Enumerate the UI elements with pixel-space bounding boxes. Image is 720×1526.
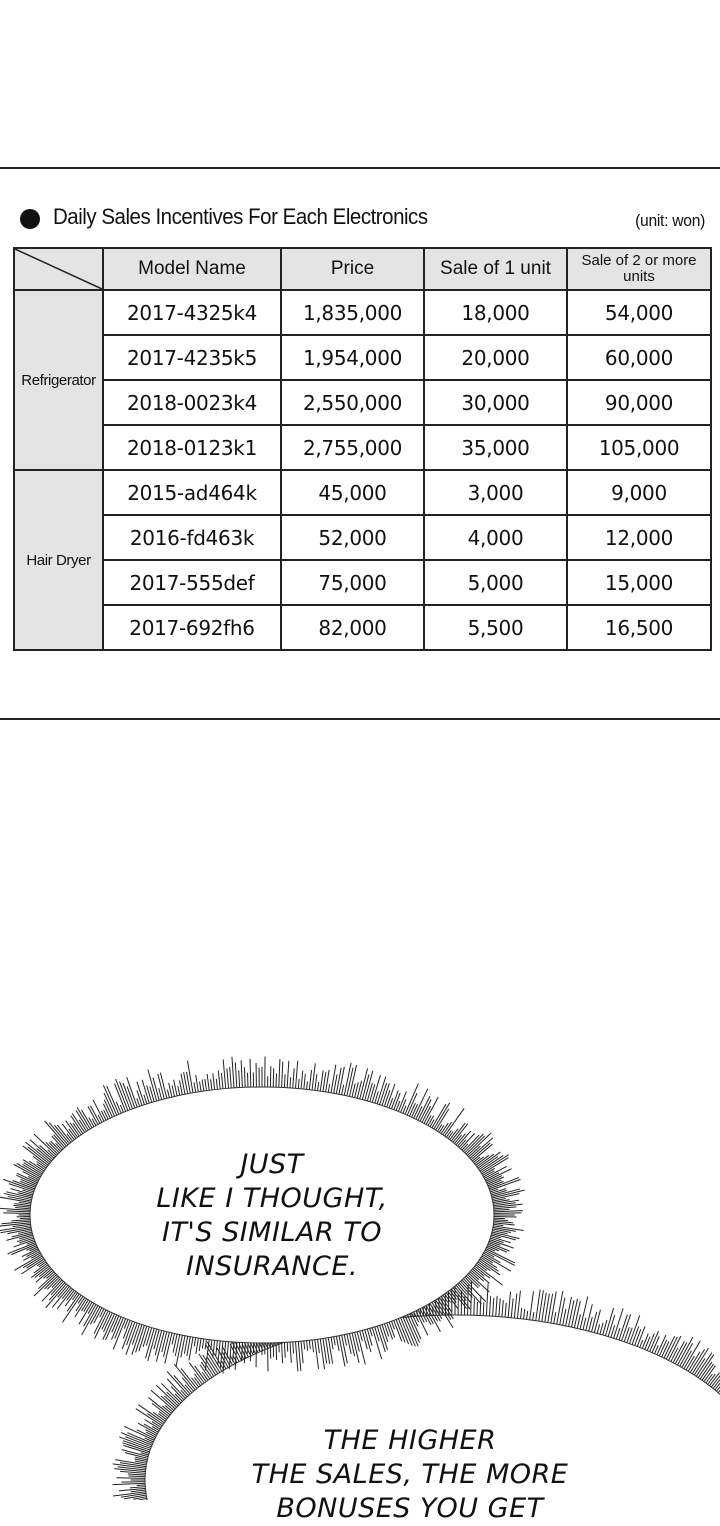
cell-price: 52,000	[281, 515, 424, 560]
unit-note: (unit: won)	[635, 211, 705, 231]
header-sale-1: Sale of 1 unit	[424, 248, 567, 290]
cell-sale-2-plus: 105,000	[567, 425, 711, 470]
bubble-2-text: THE HIGHER THE SALES, THE MORE BONUSES YOU GET	[180, 1424, 640, 1526]
cell-sale-1: 20,000	[424, 335, 567, 380]
cell-sale-2-plus: 60,000	[567, 335, 711, 380]
cell-model: 2017-692fh6	[103, 605, 281, 650]
table-row	[14, 290, 711, 335]
bottom-divider	[0, 718, 720, 720]
cell-sale-2-plus: 12,000	[567, 515, 711, 560]
cell-price: 1,835,000	[281, 290, 424, 335]
category-hair-dryer: Hair Dryer	[14, 470, 103, 650]
sales-incentive-table	[13, 247, 712, 651]
cell-model: 2017-555def	[103, 560, 281, 605]
header-sale-2-plus: Sale of 2 or more units	[567, 248, 711, 290]
cell-sale-1: 35,000	[424, 425, 567, 470]
cell-price: 82,000	[281, 605, 424, 650]
bubble-1-text: JUST LIKE I THOUGHT, IT'S SIMILAR TO INSURANCE.	[92, 1148, 452, 1284]
category-refrigerator: Refrigerator	[14, 290, 103, 470]
cell-model: 2016-fd463k	[103, 515, 281, 560]
header-model-name: Model Name	[103, 248, 281, 290]
cell-model: 2017-4325k4	[103, 290, 281, 335]
cell-model: 2017-4235k5	[103, 335, 281, 380]
table-row	[14, 335, 711, 380]
table-title: Daily Sales Incentives For Each Electronics	[53, 204, 428, 230]
cell-model: 2018-0023k4	[103, 380, 281, 425]
diagonal-line-icon	[15, 249, 102, 289]
cell-sale-2-plus: 15,000	[567, 560, 711, 605]
bullet-icon	[20, 209, 40, 229]
table-row	[14, 425, 711, 470]
cell-sale-1: 4,000	[424, 515, 567, 560]
table-title-row	[20, 203, 710, 235]
cell-sale-1: 3,000	[424, 470, 567, 515]
cell-price: 75,000	[281, 560, 424, 605]
top-divider	[0, 167, 720, 169]
cell-price: 2,755,000	[281, 425, 424, 470]
cell-sale-1: 18,000	[424, 290, 567, 335]
cell-sale-2-plus: 9,000	[567, 470, 711, 515]
cell-sale-1: 5,000	[424, 560, 567, 605]
cell-sale-1: 30,000	[424, 380, 567, 425]
header-row	[14, 248, 711, 290]
cell-price: 2,550,000	[281, 380, 424, 425]
table-row	[14, 380, 711, 425]
cell-sale-2-plus: 54,000	[567, 290, 711, 335]
cell-sale-2-plus: 16,500	[567, 605, 711, 650]
cell-price: 45,000	[281, 470, 424, 515]
cell-price: 1,954,000	[281, 335, 424, 380]
table-row	[14, 470, 711, 515]
table-row	[14, 560, 711, 605]
table-row	[14, 605, 711, 650]
cell-model: 2018-0123k1	[103, 425, 281, 470]
cell-sale-2-plus: 90,000	[567, 380, 711, 425]
corner-cell	[14, 248, 103, 290]
cell-sale-1: 5,500	[424, 605, 567, 650]
header-price: Price	[281, 248, 424, 290]
table-row	[14, 515, 711, 560]
cell-model: 2015-ad464k	[103, 470, 281, 515]
